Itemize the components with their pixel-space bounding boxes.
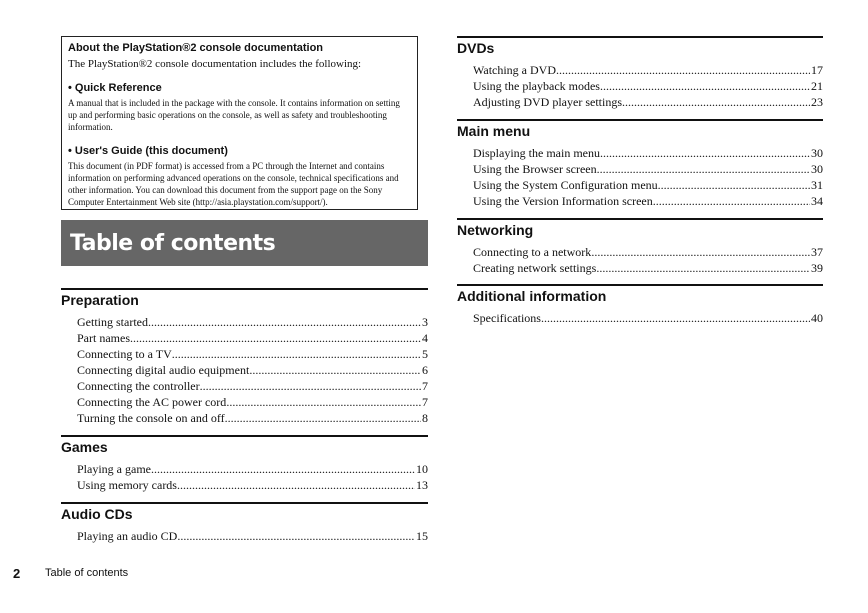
section-entries [457, 145, 823, 209]
toc-entry-label: Using memory cards [77, 478, 177, 492]
about-title: About the PlayStation®2 console documentation [68, 42, 324, 54]
toc-entry[interactable] [77, 378, 428, 394]
toc-entry[interactable] [473, 177, 823, 193]
toc-entry-label: Using the Version Information screen [473, 194, 653, 208]
section-games [61, 435, 428, 493]
toc-entry[interactable] [77, 477, 428, 493]
toc-entry-label: Turning the console on and off [77, 411, 225, 425]
section-heading: Networking [457, 222, 534, 238]
toc-entry-page: 40 [811, 311, 823, 325]
section-entries [61, 528, 428, 544]
users-guide-heading: • User's Guide (this document) [68, 145, 228, 157]
toc-entry[interactable] [77, 394, 428, 410]
quick-reference-heading: • Quick Reference [68, 82, 162, 94]
toc-entry-page: 7 [422, 379, 428, 393]
toc-entry-label: Connecting the AC power cord [77, 395, 227, 409]
dot-leader [225, 410, 421, 426]
toc-entry-page: 13 [416, 478, 428, 492]
toc-entry-label: Connecting the controller [77, 379, 200, 393]
toc-entry-page: 7 [422, 395, 428, 409]
dot-leader [177, 477, 415, 493]
toc-entry[interactable] [473, 94, 823, 110]
section-networking [457, 218, 823, 276]
section-entries [457, 310, 823, 326]
toc-entry-page: 30 [811, 146, 823, 160]
dot-leader [177, 528, 415, 544]
section-heading: Games [61, 439, 108, 455]
toc-entry[interactable] [473, 310, 823, 326]
toc-entry-label: Displaying the main menu [473, 146, 600, 160]
toc-entry-label: Watching a DVD [473, 63, 557, 77]
toc-title: Table of contents [70, 230, 276, 256]
section-entries [457, 62, 823, 110]
toc-entry[interactable] [473, 260, 823, 276]
footer-page-number: 2 [13, 566, 21, 581]
toc-entry-page: 17 [811, 63, 823, 77]
section-heading: DVDs [457, 40, 495, 56]
dot-leader [541, 310, 810, 326]
toc-entry-label: Using the System Configuration menu [473, 178, 658, 192]
section-entries [457, 244, 823, 276]
toc-entry-page: 6 [422, 363, 428, 377]
dot-leader [653, 193, 810, 209]
dot-leader [596, 260, 810, 276]
section-heading: Main menu [457, 123, 531, 139]
toc-entry[interactable] [473, 145, 823, 161]
dot-leader [200, 378, 421, 394]
toc-entry[interactable] [77, 314, 428, 330]
toc-entry[interactable] [473, 62, 823, 78]
dot-leader [130, 330, 421, 346]
toc-entry-label: Creating network settings [473, 261, 597, 275]
section-audio-cds [61, 502, 428, 544]
toc-entry-label: Adjusting DVD player settings [473, 95, 622, 109]
toc-entry-label: Connecting to a TV [77, 347, 172, 361]
quick-reference-description: A manual that is included in the package with the console. It contains information on setting up and performing basic operations on the console, as well as safety and troubleshooting information. [68, 98, 400, 132]
toc-entry-page: 4 [422, 331, 428, 345]
section-rule [457, 119, 823, 121]
toc-entry-page: 37 [811, 245, 823, 259]
dot-leader [591, 244, 810, 260]
section-dvds [457, 36, 823, 110]
toc-entry-label: Using the Browser screen [473, 162, 597, 176]
dot-leader [151, 461, 415, 477]
toc-entry[interactable] [473, 78, 823, 94]
dot-leader [658, 177, 810, 193]
dot-leader [172, 346, 421, 362]
toc-entry-page: 5 [422, 347, 428, 361]
dot-leader [226, 394, 421, 410]
toc-entry-page: 31 [811, 178, 823, 192]
section-heading: Preparation [61, 292, 139, 308]
toc-entry-page: 21 [811, 79, 823, 93]
toc-entry-label: Connecting digital audio equipment [77, 363, 250, 377]
toc-entry-page: 34 [811, 194, 823, 208]
toc-entry-label: Playing a game [77, 462, 151, 476]
toc-entry-label: Playing an audio CD [77, 529, 178, 543]
toc-entry-page: 23 [811, 95, 823, 109]
dot-leader [249, 362, 421, 378]
toc-entry-page: 3 [422, 315, 428, 329]
toc-entry-label: Getting started [77, 315, 148, 329]
dot-leader [600, 145, 810, 161]
toc-entry[interactable] [77, 528, 428, 544]
dot-leader [148, 314, 421, 330]
toc-entry[interactable] [473, 161, 823, 177]
about-intro: The PlayStation®2 console documentation includes the following: [68, 58, 362, 70]
dot-leader [597, 161, 810, 177]
toc-entry-label: Using the playback modes [473, 79, 600, 93]
dot-leader [622, 94, 810, 110]
toc-entry[interactable] [473, 244, 823, 260]
toc-title-banner [61, 220, 428, 266]
users-guide-description: This document (in PDF format) is accessed from a PC through the Internet and contains information on performing advanced operations on the console, technical specifications and other information. You can download this document from the support page on the Sony Computer Entertainment Web site (http://asia.playstation.com/support/). [68, 161, 399, 207]
section-preparation [61, 288, 428, 426]
toc-entry-page: 10 [416, 462, 428, 476]
section-rule [61, 288, 428, 290]
toc-entry[interactable] [77, 330, 428, 346]
toc-entry-label: Connecting to a network [473, 245, 592, 259]
toc-entry[interactable] [77, 410, 428, 426]
section-heading: Audio CDs [61, 506, 133, 522]
toc-entry[interactable] [77, 362, 428, 378]
toc-entry[interactable] [77, 346, 428, 362]
section-main-menu [457, 119, 823, 209]
section-rule [61, 502, 428, 504]
toc-entry-label: Part names [77, 331, 130, 345]
toc-entry[interactable] [77, 461, 428, 477]
section-rule [457, 36, 823, 38]
dot-leader [556, 62, 810, 78]
footer-label: Table of contents [45, 567, 129, 579]
toc-entry-page: 39 [811, 261, 823, 275]
toc-entry-page: 30 [811, 162, 823, 176]
about-documentation-box [61, 36, 418, 210]
dot-leader [600, 78, 810, 94]
toc-entry-page: 8 [422, 411, 428, 425]
section-rule [457, 218, 823, 220]
section-entries [61, 461, 428, 493]
section-entries [61, 314, 428, 426]
section-rule [457, 284, 823, 286]
section-additional-information [457, 284, 823, 326]
section-rule [61, 435, 428, 437]
toc-entry-page: 15 [416, 529, 428, 543]
toc-entry-label: Specifications [473, 311, 541, 325]
section-heading: Additional information [457, 288, 607, 304]
toc-entry[interactable] [473, 193, 823, 209]
